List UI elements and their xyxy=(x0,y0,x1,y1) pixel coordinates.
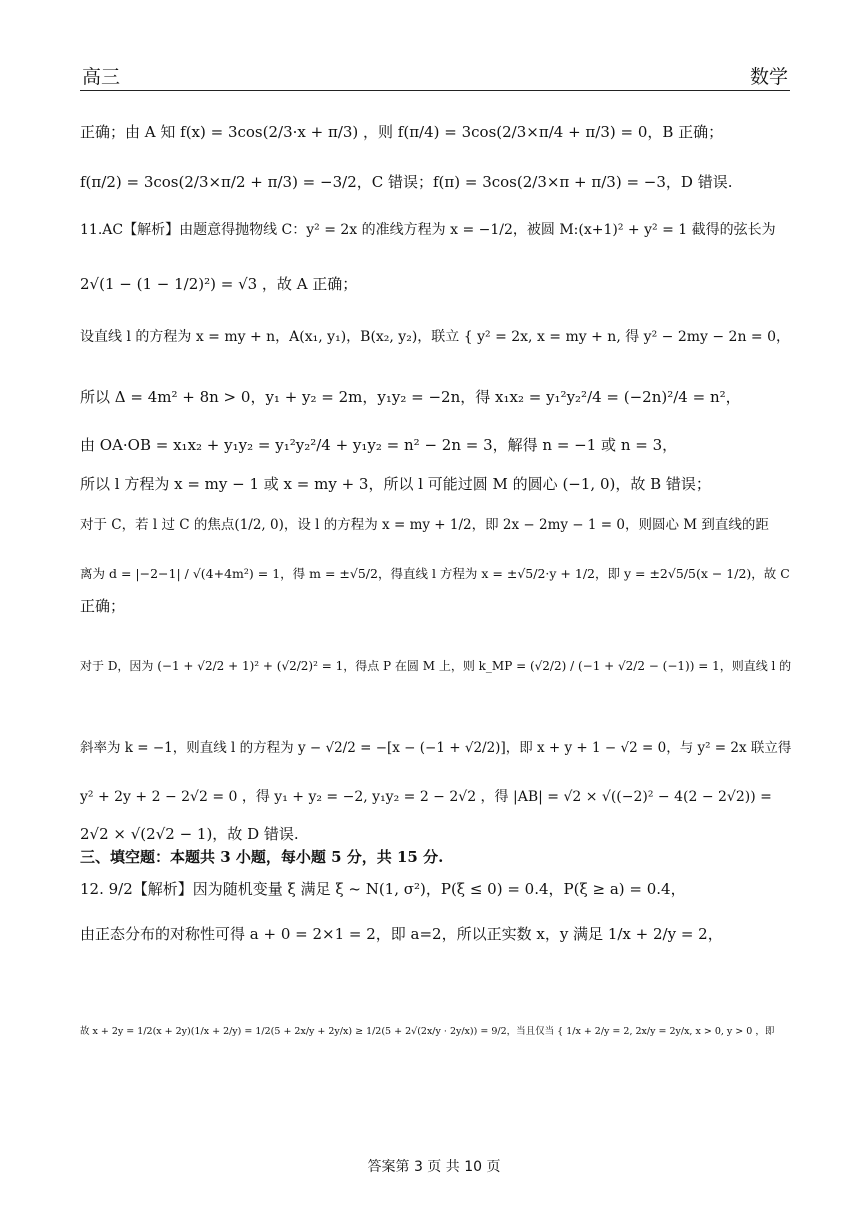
header-grade: 高三 xyxy=(82,66,121,88)
line-15: 2√2 × √(2√2 − 1)，故 D 错误. xyxy=(80,825,299,843)
line-13: 斜率为 k = −1，则直线 l 的方程为 y − √2/2 = −[x − (−1 + √2/2)]，即 x + y + 1 − √2 = 0，与 y² = 2x 联立得 xyxy=(80,740,792,756)
line-6: 所以 Δ = 4m² + 8n > 0，y₁ + y₂ = 2m，y₁y₂ = −2n，得 x₁x₂ = y₁²y₂²/4 = (−2n)²/4 = n²， xyxy=(80,388,741,406)
line-5: 设直线 l 的方程为 x = my + n，A(x₁, y₁)，B(x₂, y₂)，联立 { y² = 2x, x = my + n, 得 y² − 2my − 2n = 0， xyxy=(80,329,791,345)
line-1: 正确；由 A 知 f(x) = 3cos(2/3·x + π/3) ，则 f(π/4) = 3cos(2/3×π/4 + π/3) = 0，B 正确； xyxy=(80,123,724,141)
section-heading: 三、填空题：本题共 3 小题，每小题 5 分，共 15 分. xyxy=(80,848,444,866)
line-19: 故 x + 2y = 1/2(x + 2y)(1/x + 2/y) = 1/2(5 + 2x/y + 2y/x) ≥ 1/2(5 + 2√(2x/y · 2y/x)) = 9/2，当且仅当 { 1/x + 2/y = 2, 2x/y = 2y/x, x > 0, y > 0 ，即 xyxy=(80,1026,775,1037)
line-12: 对于 D，因为 (−1 + √2/2 + 1)² + (√2/2)² = 1，得点 P 在圆 M 上，则 k_MP = (√2/2) / (−1 + √2/2 − (−1)) = 1，则直线 l 的 xyxy=(80,659,792,673)
line-17: 12. 9/2【解析】因为随机变量 ξ 满足 ξ ~ N(1, σ²)，P(ξ ≤ 0) = 0.4，P(ξ ≥ a) = 0.4， xyxy=(80,880,686,898)
header-subject: 数学 xyxy=(749,66,788,88)
line-10: 离为 d = |−2−1| / √(4+4m²) = 1，得 m = ±√5/2，得直线 l 方程为 x = ±√5/2·y + 1/2，即 y = ±2√5/5(x − 1/2)，故 C xyxy=(80,566,790,581)
line-9: 对于 C，若 l 过 C 的焦点(1/2, 0)，设 l 的方程为 x = my + 1/2，即 2x − 2my − 1 = 0，则圆心 M 到直线的距 xyxy=(80,517,769,533)
line-3: 11.AC【解析】由题意得抛物线 C：y² = 2x 的准线方程为 x = −1/2，被圆 M:(x+1)² + y² = 1 截得的弦长为 xyxy=(80,222,776,238)
line-7: 由 OA·OB = x₁x₂ + y₁y₂ = y₁²y₂²/4 + y₁y₂ = n² − 2n = 3，解得 n = −1 或 n = 3， xyxy=(80,436,678,454)
line-11: 正确； xyxy=(80,597,126,615)
page-header xyxy=(80,62,790,91)
page-footer: 答案第 3 页 共 10 页 xyxy=(367,1159,501,1175)
line-4: 2√(1 − (1 − 1/2)²) = √3 ，故 A 正确； xyxy=(80,275,358,293)
line-2: f(π/2) = 3cos(2/3×π/2 + π/3) = −3/2，C 错误；f(π) = 3cos(2/3×π + π/3) = −3，D 错误. xyxy=(80,173,733,191)
line-8: 所以 l 方程为 x = my − 1 或 x = my + 3，所以 l 可能过圆 M 的圆心 (−1, 0)，故 B 错误； xyxy=(80,475,711,493)
line-14: y² + 2y + 2 − 2√2 = 0 ，得 y₁ + y₂ = −2, y₁y₂ = 2 − 2√2 ，得 |AB| = √2 × √((−2)² − 4(2 − 2√2)) = xyxy=(80,789,772,805)
line-18: 由正态分布的对称性可得 a + 0 = 2×1 = 2，即 a=2，所以正实数 x，y 满足 1/x + 2/y = 2， xyxy=(80,925,723,943)
